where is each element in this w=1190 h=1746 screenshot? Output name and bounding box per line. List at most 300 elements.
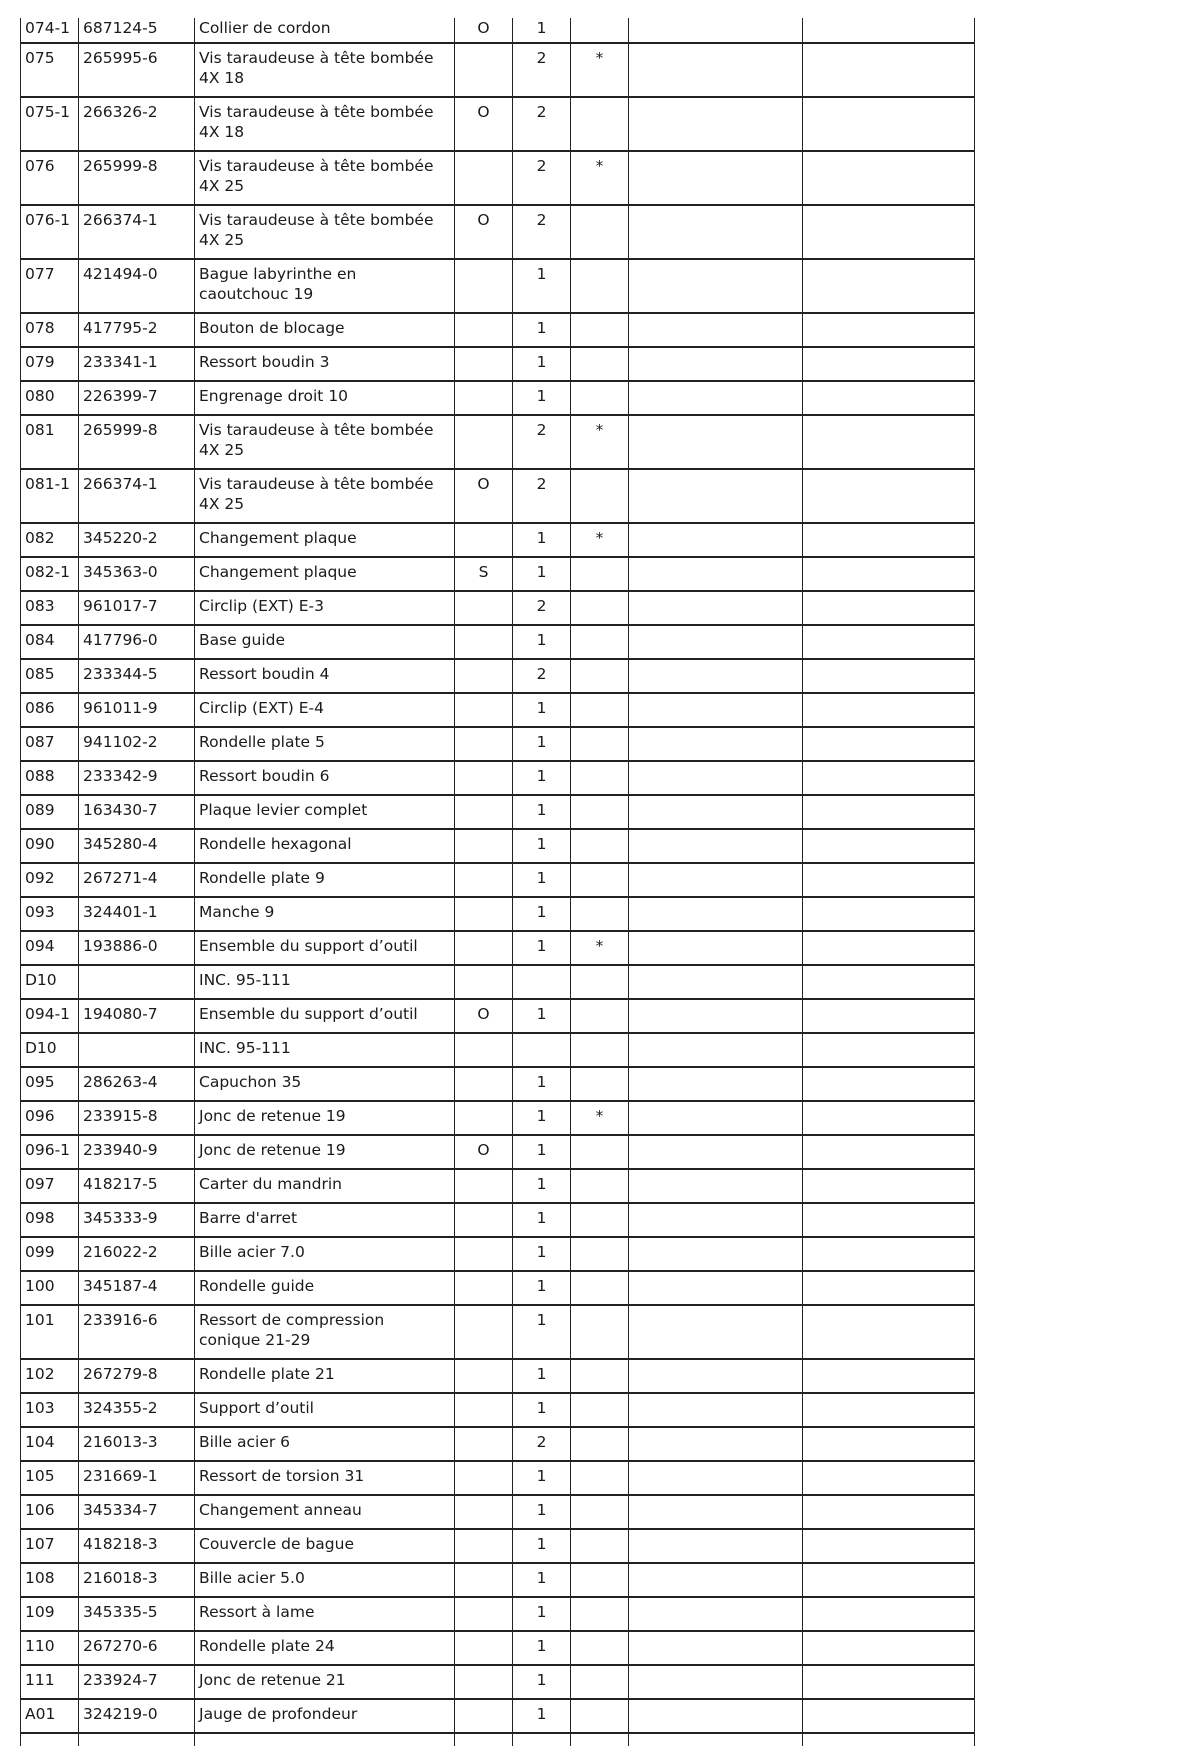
note-cell [455, 795, 513, 829]
blank-cell [803, 1169, 975, 1203]
part-code-cell: 216018-3 [79, 1563, 195, 1597]
description-cell: Carter du mandrin [195, 1169, 455, 1203]
quantity-cell: 1 [513, 1203, 571, 1237]
blank-cell [803, 18, 975, 43]
quantity-cell: 1 [513, 347, 571, 381]
item-number-cell: 101 [21, 1305, 79, 1359]
description-cell: Ressort de compression conique 21-29 [195, 1305, 455, 1359]
flag-cell [571, 381, 629, 415]
note-cell [455, 1169, 513, 1203]
part-code-cell: 418217-5 [79, 1169, 195, 1203]
item-number-cell: 076 [21, 151, 79, 205]
blank-cell [629, 313, 803, 347]
item-number-cell: 100 [21, 1271, 79, 1305]
item-number-cell: 089 [21, 795, 79, 829]
note-cell [455, 381, 513, 415]
quantity-cell: 2 [513, 469, 571, 523]
description-cell: Capuchon 35 [195, 1067, 455, 1101]
item-number-cell: 099 [21, 1237, 79, 1271]
description-cell: Couvercle de bague [195, 1529, 455, 1563]
part-code-cell: 345187-4 [79, 1271, 195, 1305]
blank-cell [629, 1359, 803, 1393]
blank-cell [803, 381, 975, 415]
description-cell: Vis taraudeuse à tête bombée 4X 25 [195, 151, 455, 205]
blank-cell [629, 1305, 803, 1359]
description-cell: Rondelle plate 5 [195, 727, 455, 761]
description-cell: Changement anneau [195, 1495, 455, 1529]
item-number-cell: 081-1 [21, 469, 79, 523]
quantity-cell: 1 [513, 523, 571, 557]
table-row [21, 1101, 975, 1135]
flag-cell: * [571, 931, 629, 965]
blank-cell [629, 347, 803, 381]
table-row [21, 761, 975, 795]
note-cell [455, 1067, 513, 1101]
description-cell: Ressort boudin 4 [195, 659, 455, 693]
table-row [21, 97, 975, 151]
blank-cell [629, 1033, 803, 1067]
part-code-cell [79, 1033, 195, 1067]
blank-cell [629, 1067, 803, 1101]
table-row [21, 1271, 975, 1305]
table-row [21, 1461, 975, 1495]
description-cell: Plaque levier complet [195, 795, 455, 829]
flag-cell [571, 1631, 629, 1665]
description-cell: Ensemble du support d’outil [195, 999, 455, 1033]
blank-cell [803, 1427, 975, 1461]
flag-cell: * [571, 151, 629, 205]
part-code-cell: 324219-0 [79, 1699, 195, 1733]
blank-cell [629, 591, 803, 625]
blank-cell [803, 259, 975, 313]
item-number-cell: 102 [21, 1359, 79, 1393]
part-code-cell: 265999-8 [79, 415, 195, 469]
table-row [21, 1067, 975, 1101]
blank-cell [803, 1563, 975, 1597]
quantity-cell: 1 [513, 1067, 571, 1101]
blank-cell [629, 693, 803, 727]
part-code-cell: 961017-7 [79, 591, 195, 625]
note-cell [455, 1461, 513, 1495]
table-row [21, 863, 975, 897]
blank-cell [629, 1271, 803, 1305]
blank-cell [803, 693, 975, 727]
item-number-cell: 079 [21, 347, 79, 381]
part-code-cell: 345333-9 [79, 1203, 195, 1237]
blank-cell [803, 1271, 975, 1305]
quantity-cell [513, 1033, 571, 1067]
flag-cell [571, 829, 629, 863]
description-cell: Changement plaque [195, 557, 455, 591]
item-number-cell: 086 [21, 693, 79, 727]
description-cell: Base guide [195, 625, 455, 659]
blank-cell [803, 1305, 975, 1359]
quantity-cell: 2 [513, 659, 571, 693]
note-cell [455, 1101, 513, 1135]
item-number-cell: 080 [21, 381, 79, 415]
quantity-cell: 2 [513, 415, 571, 469]
table-row [21, 18, 975, 43]
blank-cell [803, 97, 975, 151]
blank-cell [803, 523, 975, 557]
table-row [21, 693, 975, 727]
quantity-cell: 1 [513, 1665, 571, 1699]
part-code-cell: 345334-7 [79, 1495, 195, 1529]
table-row [21, 829, 975, 863]
description-cell: Bille acier 7.0 [195, 1237, 455, 1271]
blank-cell [629, 625, 803, 659]
description-cell: Vis taraudeuse à tête bombée 4X 18 [195, 43, 455, 97]
quantity-cell: 1 [513, 693, 571, 727]
note-cell [455, 693, 513, 727]
quantity-cell: 1 [513, 625, 571, 659]
table-row [21, 1033, 975, 1067]
blank-cell [629, 727, 803, 761]
table-row [21, 381, 975, 415]
table-row [21, 205, 975, 259]
flag-cell [571, 863, 629, 897]
table-row [21, 1597, 975, 1631]
description-cell: Changement plaque [195, 523, 455, 557]
note-cell [455, 1529, 513, 1563]
note-cell [455, 347, 513, 381]
blank-cell [629, 1597, 803, 1631]
quantity-cell: 1 [513, 1631, 571, 1665]
flag-cell [571, 347, 629, 381]
description-cell: INC. 95-111 [195, 965, 455, 999]
flag-cell [571, 557, 629, 591]
part-code-cell: 216022-2 [79, 1237, 195, 1271]
flag-cell [571, 1169, 629, 1203]
blank-cell [629, 1427, 803, 1461]
blank-cell [803, 965, 975, 999]
flag-cell [571, 795, 629, 829]
description-cell: Bille acier 5.0 [195, 1563, 455, 1597]
quantity-cell: 1 [513, 863, 571, 897]
note-cell [455, 863, 513, 897]
blank-cell [803, 1101, 975, 1135]
flag-cell [571, 1033, 629, 1067]
part-code-cell: 265995-6 [79, 43, 195, 97]
blank-cell [629, 1495, 803, 1529]
quantity-cell: 1 [513, 1597, 571, 1631]
blank-cell [629, 863, 803, 897]
part-code-cell: 421494-0 [79, 259, 195, 313]
flag-cell [571, 1597, 629, 1631]
flag-cell [571, 1427, 629, 1461]
item-number-cell: 096-1 [21, 1135, 79, 1169]
blank-cell [571, 1733, 629, 1746]
part-code-cell: 163430-7 [79, 795, 195, 829]
flag-cell [571, 1237, 629, 1271]
quantity-cell: 1 [513, 1563, 571, 1597]
part-code-cell: 216013-3 [79, 1427, 195, 1461]
quantity-cell: 1 [513, 1271, 571, 1305]
note-cell [455, 1597, 513, 1631]
note-cell [455, 1393, 513, 1427]
table-row [21, 897, 975, 931]
parts-table [20, 18, 975, 1746]
quantity-cell: 1 [513, 1169, 571, 1203]
description-cell: Vis taraudeuse à tête bombée 4X 25 [195, 415, 455, 469]
note-cell [455, 43, 513, 97]
item-number-cell: 087 [21, 727, 79, 761]
table-row [21, 313, 975, 347]
blank-cell [803, 795, 975, 829]
note-cell [455, 727, 513, 761]
part-code-cell: 233342-9 [79, 761, 195, 795]
part-code-cell: 961011-9 [79, 693, 195, 727]
table-row [21, 1665, 975, 1699]
blank-cell [803, 1597, 975, 1631]
blank-cell [803, 1359, 975, 1393]
parts-table-body [21, 18, 975, 1746]
part-code-cell: 233341-1 [79, 347, 195, 381]
flag-cell [571, 1699, 629, 1733]
blank-cell [629, 1461, 803, 1495]
blank-cell [629, 259, 803, 313]
blank-cell [629, 43, 803, 97]
part-code-cell: 265999-8 [79, 151, 195, 205]
flag-cell [571, 761, 629, 795]
quantity-cell: 1 [513, 1305, 571, 1359]
item-number-cell: 103 [21, 1393, 79, 1427]
blank-cell [629, 469, 803, 523]
item-number-cell: 076-1 [21, 205, 79, 259]
blank-cell [803, 1665, 975, 1699]
part-code-cell: 267279-8 [79, 1359, 195, 1393]
blank-cell [803, 1631, 975, 1665]
part-code-cell: 266374-1 [79, 469, 195, 523]
item-number-cell: 095 [21, 1067, 79, 1101]
note-cell [455, 313, 513, 347]
table-row [21, 591, 975, 625]
blank-cell [803, 557, 975, 591]
note-cell [455, 1665, 513, 1699]
flag-cell [571, 1359, 629, 1393]
item-number-cell: 110 [21, 1631, 79, 1665]
table-row [21, 931, 975, 965]
blank-cell [803, 999, 975, 1033]
table-row [21, 1699, 975, 1733]
quantity-cell: 1 [513, 1461, 571, 1495]
part-code-cell: 233940-9 [79, 1135, 195, 1169]
flag-cell [571, 97, 629, 151]
quantity-cell: 2 [513, 97, 571, 151]
note-cell [455, 1495, 513, 1529]
item-number-cell: 075 [21, 43, 79, 97]
note-cell [455, 1271, 513, 1305]
note-cell [455, 829, 513, 863]
blank-cell [629, 999, 803, 1033]
blank-cell [803, 863, 975, 897]
part-code-cell: 194080-7 [79, 999, 195, 1033]
flag-cell [571, 1563, 629, 1597]
flag-cell [571, 1495, 629, 1529]
item-number-cell: 078 [21, 313, 79, 347]
blank-cell [803, 897, 975, 931]
blank-cell [803, 1203, 975, 1237]
table-row [21, 347, 975, 381]
quantity-cell: 2 [513, 151, 571, 205]
description-cell: Ressort à lame [195, 1597, 455, 1631]
blank-cell [629, 1733, 803, 1746]
part-code-cell: 417795-2 [79, 313, 195, 347]
part-code-cell: 226399-7 [79, 381, 195, 415]
table-row [21, 259, 975, 313]
part-code-cell: 267270-6 [79, 1631, 195, 1665]
description-cell: Circlip (EXT) E-4 [195, 693, 455, 727]
quantity-cell: 1 [513, 1237, 571, 1271]
flag-cell: * [571, 43, 629, 97]
blank-cell [629, 18, 803, 43]
table-row [21, 151, 975, 205]
item-number-cell: 075-1 [21, 97, 79, 151]
quantity-cell: 1 [513, 1529, 571, 1563]
part-code-cell: 267271-4 [79, 863, 195, 897]
flag-cell [571, 469, 629, 523]
note-cell [455, 259, 513, 313]
item-number-cell: 104 [21, 1427, 79, 1461]
table-row [21, 1203, 975, 1237]
note-cell [455, 761, 513, 795]
note-cell: O [455, 1135, 513, 1169]
blank-cell [803, 151, 975, 205]
description-cell: Support d’outil [195, 1393, 455, 1427]
table-row [21, 1529, 975, 1563]
blank-cell [629, 659, 803, 693]
part-code-cell: 233344-5 [79, 659, 195, 693]
blank-cell [803, 347, 975, 381]
blank-cell [629, 205, 803, 259]
table-row [21, 727, 975, 761]
note-cell: S [455, 557, 513, 591]
blank-cell [803, 761, 975, 795]
blank-cell [803, 415, 975, 469]
blank-cell [629, 1699, 803, 1733]
description-cell: Jonc de retenue 19 [195, 1101, 455, 1135]
description-cell: Engrenage droit 10 [195, 381, 455, 415]
table-row [21, 557, 975, 591]
blank-cell [79, 1733, 195, 1746]
description-cell: Barre d'arret [195, 1203, 455, 1237]
note-cell [455, 591, 513, 625]
part-code-cell: 324401-1 [79, 897, 195, 931]
blank-cell [803, 659, 975, 693]
table-row [21, 1305, 975, 1359]
note-cell [455, 1237, 513, 1271]
table-row-continuation [21, 1733, 975, 1746]
blank-cell [803, 1529, 975, 1563]
part-code-cell: 941102-2 [79, 727, 195, 761]
item-number-cell: 090 [21, 829, 79, 863]
description-cell: Ressort de torsion 31 [195, 1461, 455, 1495]
item-number-cell: A01 [21, 1699, 79, 1733]
description-cell: Ressort boudin 3 [195, 347, 455, 381]
note-cell: O [455, 469, 513, 523]
quantity-cell: 1 [513, 999, 571, 1033]
description-cell: Rondelle plate 9 [195, 863, 455, 897]
item-number-cell: 083 [21, 591, 79, 625]
note-cell [455, 931, 513, 965]
note-cell [455, 625, 513, 659]
blank-cell [513, 1733, 571, 1746]
table-row [21, 1359, 975, 1393]
item-number-cell: 106 [21, 1495, 79, 1529]
quantity-cell: 1 [513, 1495, 571, 1529]
blank-cell [629, 1237, 803, 1271]
part-code-cell: 231669-1 [79, 1461, 195, 1495]
table-row [21, 795, 975, 829]
blank-cell [803, 727, 975, 761]
blank-cell [803, 625, 975, 659]
flag-cell [571, 897, 629, 931]
quantity-cell: 1 [513, 313, 571, 347]
description-cell: Circlip (EXT) E-3 [195, 591, 455, 625]
note-cell [455, 1033, 513, 1067]
description-cell: Ensemble du support d’outil [195, 931, 455, 965]
blank-cell [803, 469, 975, 523]
part-code-cell: 324355-2 [79, 1393, 195, 1427]
note-cell [455, 965, 513, 999]
quantity-cell: 1 [513, 897, 571, 931]
blank-cell [629, 1563, 803, 1597]
blank-cell [629, 965, 803, 999]
blank-cell [629, 557, 803, 591]
part-code-cell: 345335-5 [79, 1597, 195, 1631]
description-cell: Ressort boudin 6 [195, 761, 455, 795]
item-number-cell: 097 [21, 1169, 79, 1203]
part-code-cell: 266326-2 [79, 97, 195, 151]
blank-cell [195, 1733, 455, 1746]
note-cell: O [455, 205, 513, 259]
description-cell: Rondelle guide [195, 1271, 455, 1305]
item-number-cell: 111 [21, 1665, 79, 1699]
description-cell: Manche 9 [195, 897, 455, 931]
description-cell: Jonc de retenue 19 [195, 1135, 455, 1169]
flag-cell [571, 1461, 629, 1495]
table-row [21, 43, 975, 97]
flag-cell [571, 1305, 629, 1359]
flag-cell [571, 1271, 629, 1305]
flag-cell [571, 313, 629, 347]
table-row [21, 523, 975, 557]
note-cell [455, 415, 513, 469]
flag-cell [571, 965, 629, 999]
blank-cell [629, 897, 803, 931]
table-row [21, 1237, 975, 1271]
part-code-cell [79, 965, 195, 999]
blank-cell [803, 43, 975, 97]
item-number-cell: 082 [21, 523, 79, 557]
blank-cell [803, 829, 975, 863]
part-code-cell: 417796-0 [79, 625, 195, 659]
part-code-cell: 345363-0 [79, 557, 195, 591]
quantity-cell: 2 [513, 1427, 571, 1461]
quantity-cell: 1 [513, 829, 571, 863]
part-code-cell: 345280-4 [79, 829, 195, 863]
table-row [21, 1495, 975, 1529]
blank-cell [803, 591, 975, 625]
blank-cell [629, 1135, 803, 1169]
quantity-cell: 1 [513, 557, 571, 591]
description-cell: Jauge de profondeur [195, 1699, 455, 1733]
note-cell [455, 1631, 513, 1665]
description-cell: Vis taraudeuse à tête bombée 4X 25 [195, 205, 455, 259]
quantity-cell: 2 [513, 591, 571, 625]
flag-cell [571, 591, 629, 625]
part-code-cell: 345220-2 [79, 523, 195, 557]
